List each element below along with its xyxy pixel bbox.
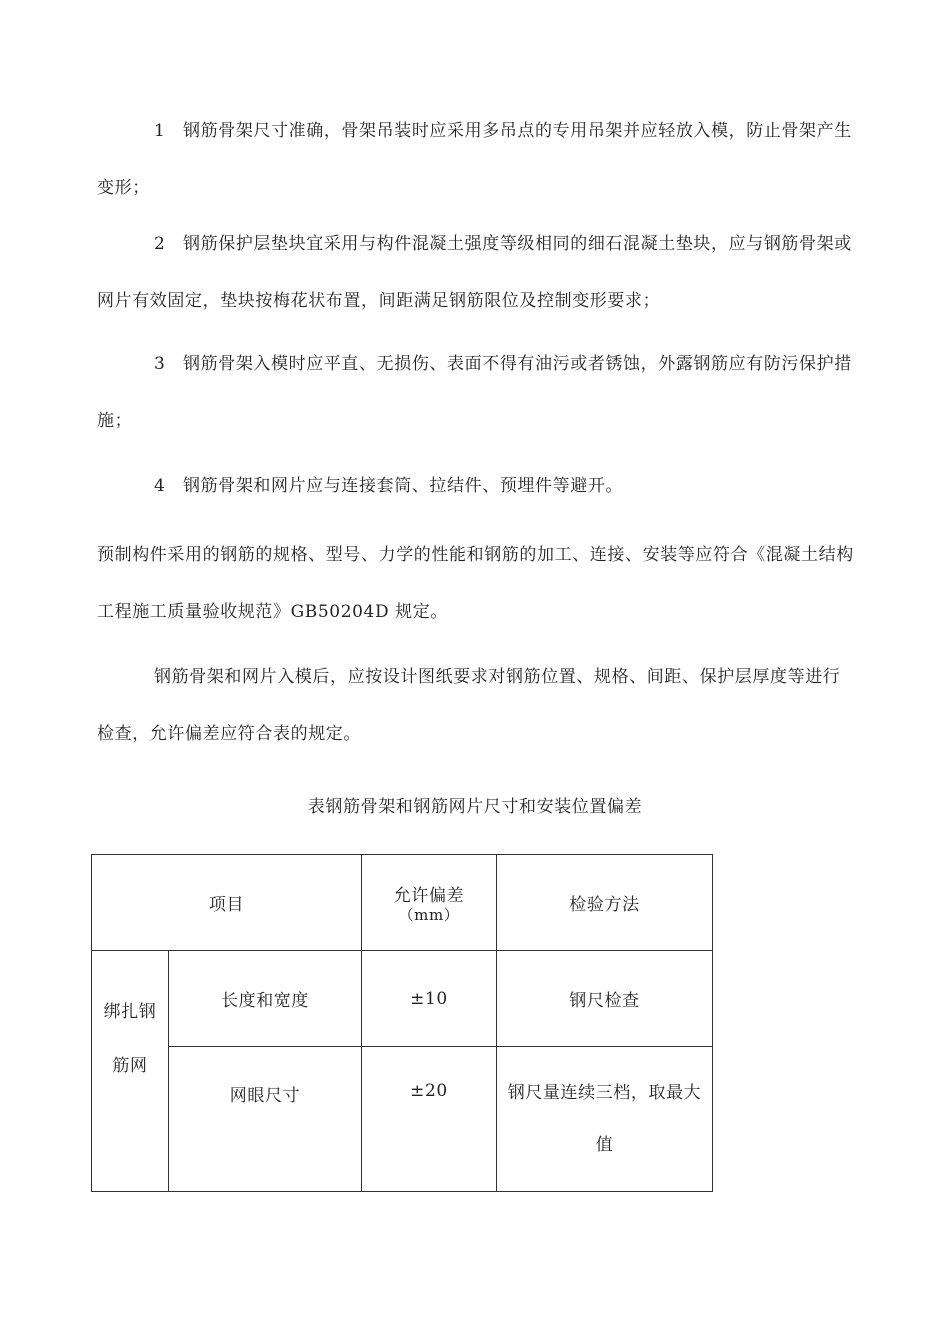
paragraph-5: 预制构件采用的钢筋的规格、型号、力学的性能和钢筋的加工、连接、安装等应符合《混凝土结构工程施工质量验收规范》GB50204D 规定。 xyxy=(97,545,854,622)
row-2-item: 网眼尺寸 xyxy=(169,1047,362,1192)
row-2-tolerance: ±20 xyxy=(362,1047,497,1192)
header-tolerance-label: 允许偏差 xyxy=(393,886,465,906)
table-caption: 表钢筋骨架和钢筋网片尺寸和安装位置偏差 xyxy=(307,797,643,817)
header-tolerance-unit: （mm） xyxy=(398,906,460,924)
table-header-row xyxy=(92,855,713,951)
group-label xyxy=(92,951,169,1192)
row-2-method: 钢尺量连续三档，取最大值 xyxy=(497,1047,713,1192)
row-1-method: 钢尺检查 xyxy=(497,951,713,1047)
paragraph-4: 4 钢筋骨架和网片应与连接套筒、拉结件、预埋件等避开。 xyxy=(154,476,624,496)
paragraph-3: 3 钢筋骨架入模时应平直、无损伤、表面不得有油污或者锈蚀，外露钢筋应有防污保护措施； xyxy=(97,354,852,431)
row-1-tolerance: ±10 xyxy=(362,951,497,1047)
paragraph-1: 1 钢筋骨架尺寸准确，骨架吊装时应采用多吊点的专用吊架并应轻放入模，防止骨架产生变形； xyxy=(97,121,852,198)
header-method: 检验方法 xyxy=(497,855,713,951)
header-tolerance xyxy=(362,855,497,951)
row-1-item: 长度和宽度 xyxy=(169,951,362,1047)
paragraph-2: 2 钢筋保护层垫块宜采用与构件混凝土强度等级相同的细石混凝土垫块，应与钢筋骨架或网片有效固定，垫块按梅花状布置，间距满足钢筋限位及控制变形要求； xyxy=(97,234,852,311)
table-row xyxy=(92,951,713,1047)
table-row xyxy=(92,1047,713,1192)
header-item: 项目 xyxy=(92,855,362,951)
paragraph-6: 钢筋骨架和网片入模后，应按设计图纸要求对钢筋位置、规格、间距、保护层厚度等进行检查，允许偏差应符合表的规定。 xyxy=(97,667,841,744)
group-label-text: 绑扎钢筋网 xyxy=(103,1002,157,1076)
tolerance-table xyxy=(91,854,713,1192)
